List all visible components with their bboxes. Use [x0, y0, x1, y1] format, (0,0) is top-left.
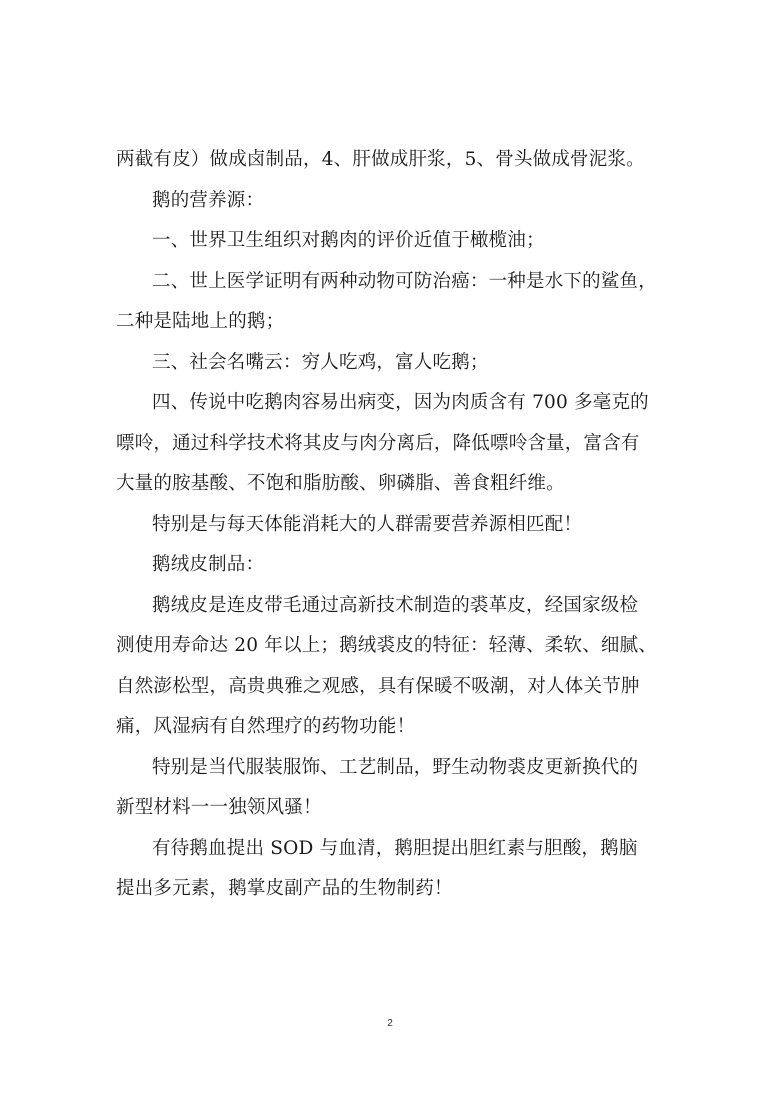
- section-heading-down-leather: 鹅绒皮制品：: [152, 554, 265, 575]
- text-line: 自然澎松型，高贵典雅之观感，具有保暖不吸潮，对人体关节肿: [116, 675, 640, 697]
- text-line: 痛，风湿病有自然理疗的药物功能！: [116, 716, 416, 737]
- text-line: 提出多元素，鹅掌皮副产品的生物制药！: [116, 878, 453, 899]
- text-line: 大量的胺基酸、不饱和脂肪酸、卵磷脂、善食粗纤维。: [116, 473, 565, 494]
- text-line: 嘌呤，通过科学技术将其皮与肉分离后，降低嘌呤含量，富含有: [116, 432, 640, 454]
- text-line: 有待鹅血提出 SOD 与血清，鹅胆提出胆红素与胆酸，鹅脑: [152, 837, 638, 859]
- section-heading-nutrition: 鹅的营养源：: [152, 189, 265, 211]
- document-body: [116, 140, 666, 910]
- text-line: 新型材料一一独领风骚！: [116, 797, 322, 818]
- text-line: 特别是与每天体能消耗大的人群需要营养源相匹配！: [152, 513, 583, 535]
- text-line: 特别是当代服装服饰、工艺制品，野生动物裘皮更新换代的: [152, 756, 639, 778]
- text-line: 二、世上医学证明有两种动物可防治癌：一种是水下的鲨鱼，: [152, 270, 657, 292]
- text-line: 三、社会名嘴云：穷人吃鸡，富人吃鹅；: [152, 351, 489, 373]
- text-line: 两截有皮）做成卤制品，4、肝做成肝浆，5、骨头做成骨泥浆。: [116, 149, 645, 170]
- page-number: 2: [387, 1018, 393, 1029]
- text-line: 二种是陆地上的鹅；: [116, 311, 285, 332]
- text-line: 一、世界卫生组织对鹅肉的评价近值于橄榄油；: [152, 230, 545, 251]
- text-line: 测使用寿命达 20 年以上；鹅绒裘皮的特征：轻薄、柔软、细腻、: [116, 635, 658, 656]
- text-line: 四、传说中吃鹅肉容易出病变，因为肉质含有 700 多毫克的: [152, 392, 649, 413]
- text-line: 鹅绒皮是连皮带毛通过高新技术制造的裘革皮，经国家级检: [152, 594, 639, 616]
